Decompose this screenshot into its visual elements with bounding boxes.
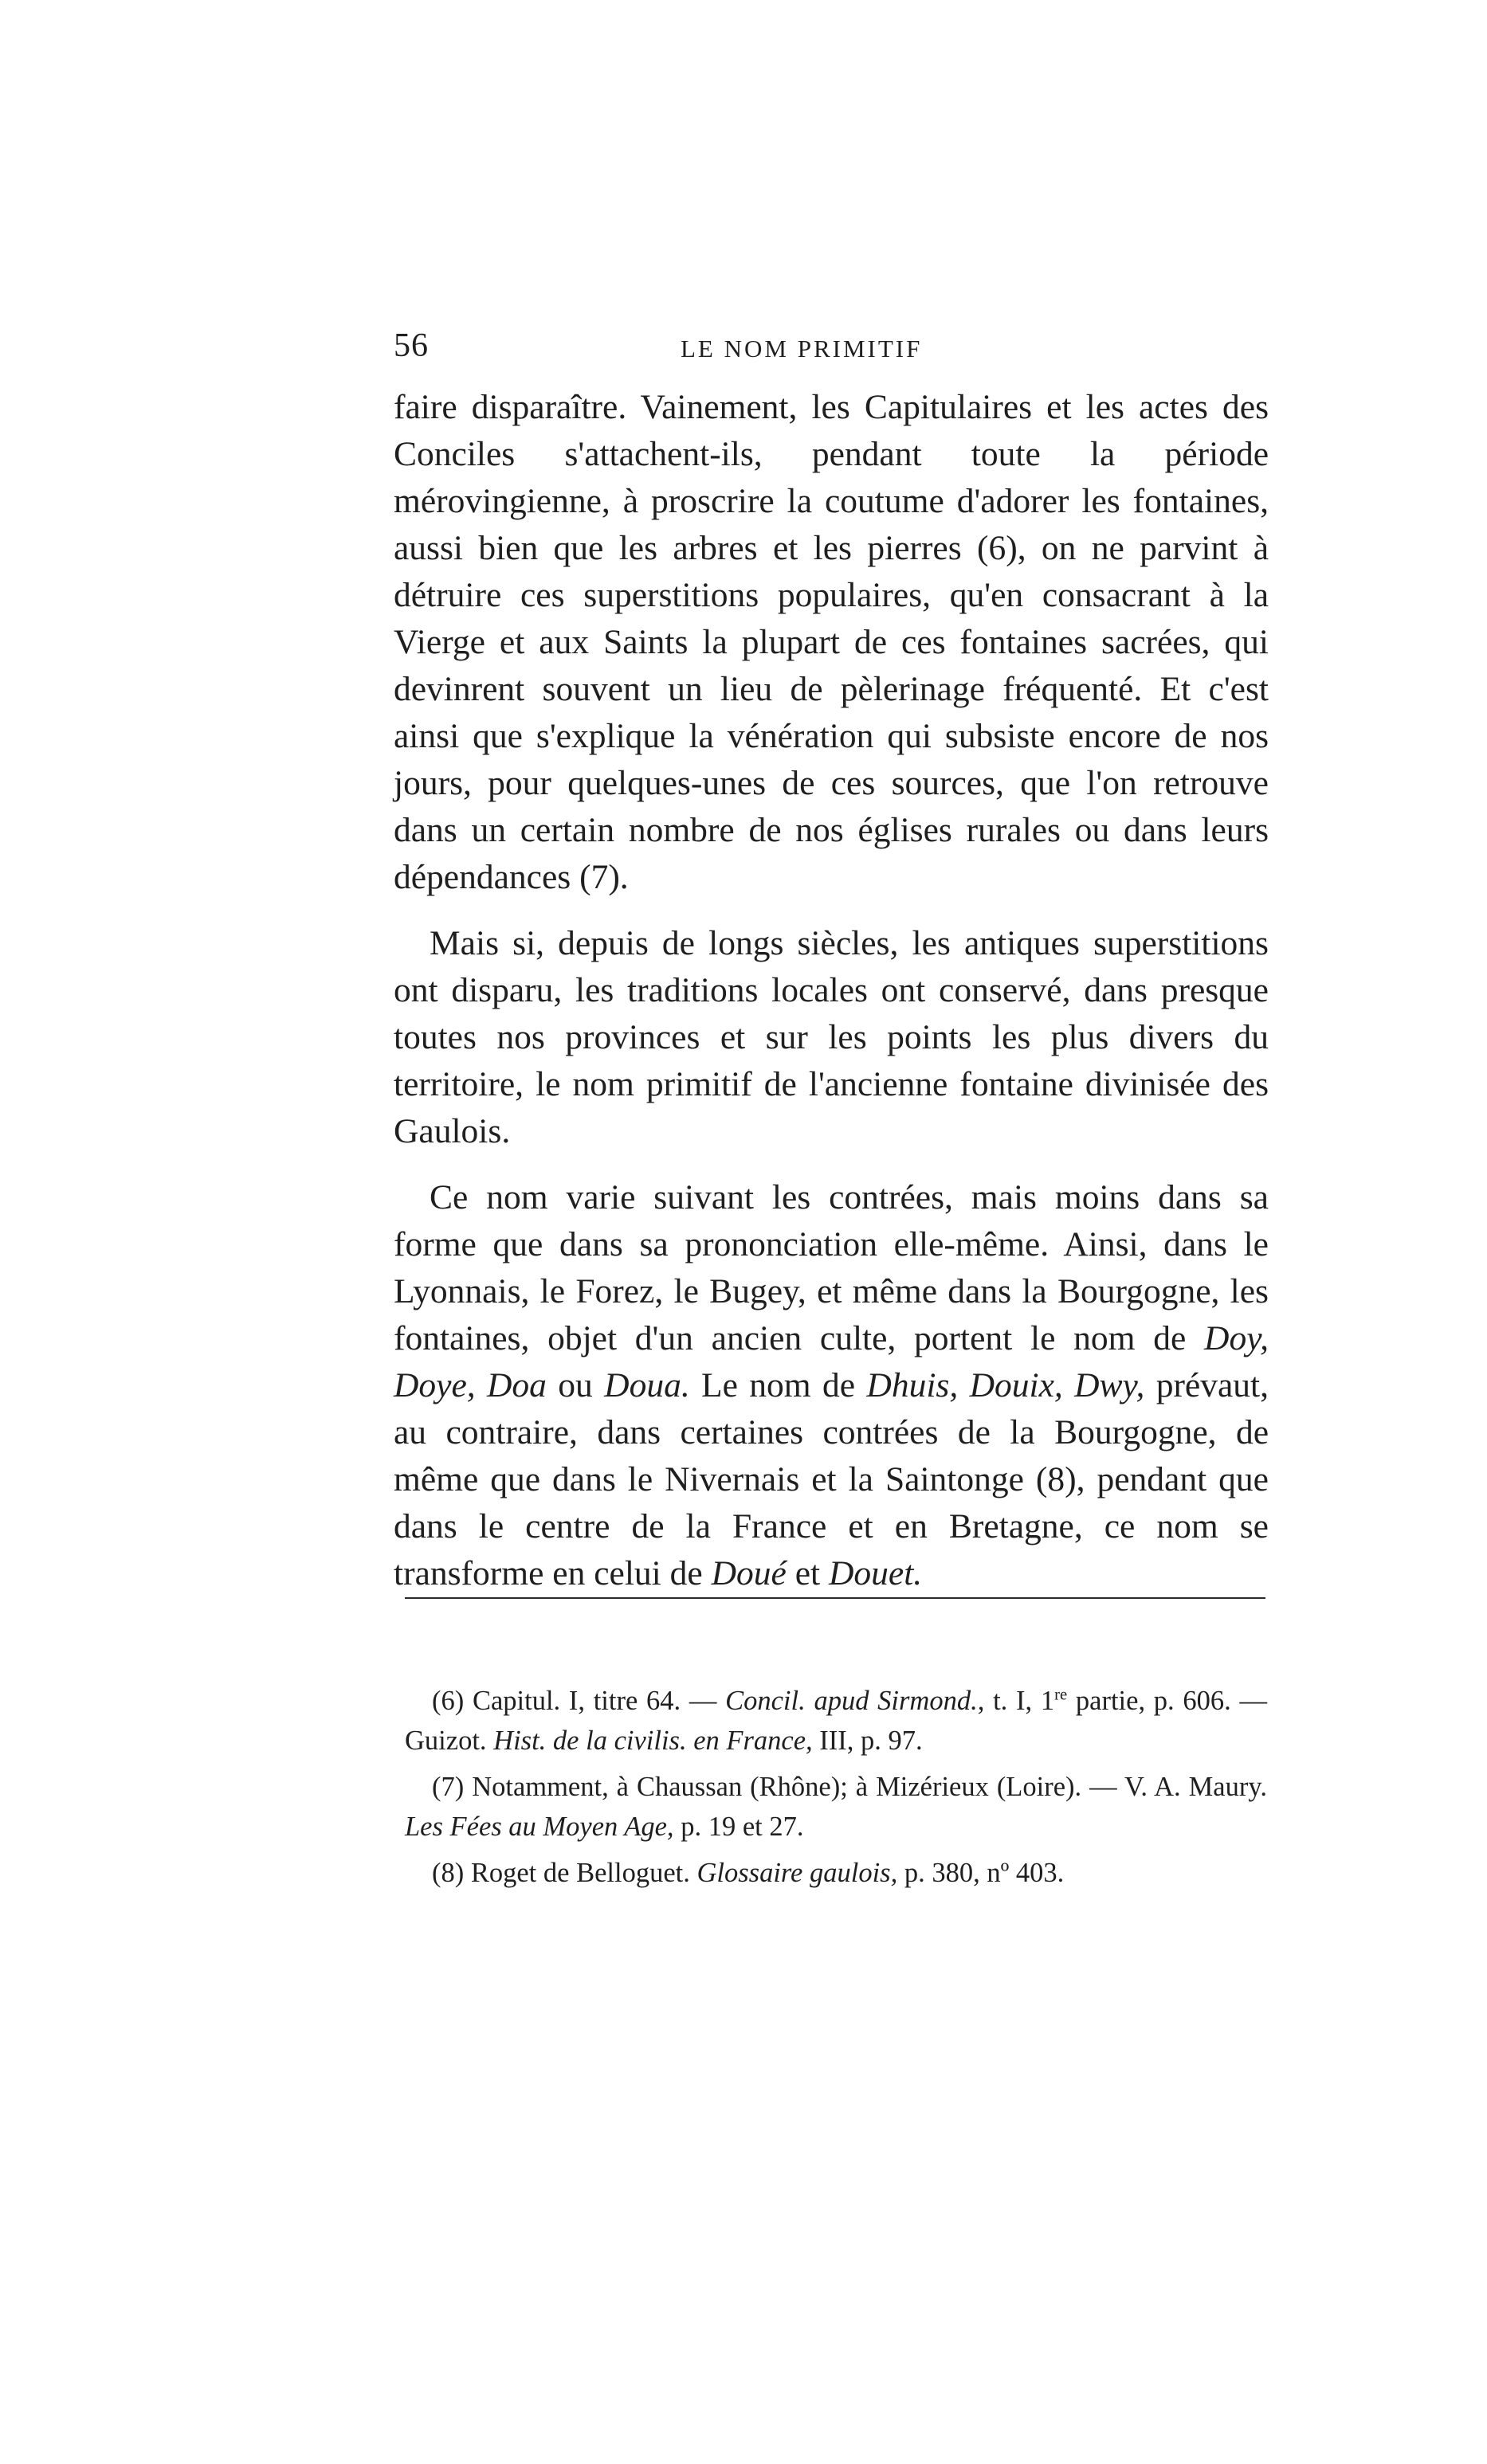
footnote-6-superscript: re bbox=[1054, 1686, 1068, 1704]
footnotes bbox=[405, 1681, 1267, 1893]
main-text bbox=[394, 384, 1269, 1597]
footnote-7-text-b: p. 19 et 27. bbox=[673, 1812, 804, 1842]
page-header bbox=[394, 327, 1270, 366]
running-title: LE NOM PRIMITIF bbox=[681, 335, 923, 362]
paragraph-3-italic-4: Doué bbox=[711, 1554, 787, 1592]
footnote-8-text-a: (8) Roget de Belloguet. bbox=[432, 1858, 697, 1888]
paragraph-3-italic-3: Dhuis, Douix, Dwy, bbox=[866, 1366, 1145, 1404]
footnote-6-text-a: (6) Capitul. I, titre 64. — bbox=[432, 1686, 726, 1716]
footnote-6-text-b: t. I, 1 bbox=[984, 1686, 1055, 1716]
footnote-7 bbox=[405, 1767, 1267, 1847]
footnote-6-italic-1: Concil. apud Sirmond., bbox=[725, 1686, 985, 1716]
paragraph-3-text-c: Le nom de bbox=[689, 1366, 867, 1404]
paragraph-2: Mais si, depuis de longs siècles, les antiques superstitions ont disparu, les traditions locales ont conservé, dans presque toutes nos provinces et sur les points les plus divers du territoire, le nom primitif de l'ancienne fontaine divinisée des Gaulois. bbox=[394, 924, 1269, 1150]
paragraph-3 bbox=[394, 1174, 1269, 1597]
paragraph-1-text: faire disparaître. Vainement, les Capitulaires et les actes des Conciles s'attachent-ils, pendant toute la période mérovingienne, à proscrire la coutume d'adorer les fontaines, aussi bien que les arbres et les pierres (6), on ne parvint à détruire ces superstitions populaires, qu'en consacrant à la Vierge et aux Saints la plupart de ces fontaines sacrées, qui devinrent souvent un lieu de pèlerinage fréquenté. Et c'est ainsi que s'explique la vénération qui subsiste encore de nos jours, pour quelques-unes de ces sources, que l'on retrouve dans un certain nombre de nos églises rurales ou dans leurs dépendances (7). bbox=[394, 388, 1269, 896]
paragraph-1 bbox=[394, 384, 1269, 901]
paragraph-3-italic-2: Doua. bbox=[604, 1366, 690, 1404]
footnote-8 bbox=[405, 1853, 1267, 1893]
paragraph-3-italic-1: Doy, Doye, Doa bbox=[394, 1319, 1269, 1404]
footnote-6 bbox=[405, 1681, 1267, 1761]
paragraph-3-text-b: ou bbox=[546, 1366, 605, 1404]
footnote-7-text-a: (7) Notamment, à Chaussan (Rhône); à Mizérieux (Loire). — V. A. Maury. bbox=[432, 1772, 1267, 1802]
footnote-8-italic-1: Glossaire gaulois, bbox=[696, 1858, 898, 1888]
paragraph-3-text-d: prévaut, au contraire, dans certaines contrées de la Bourgogne, de même que dans le Nivernais et la Saintonge (8), pendant que dans le centre de la France et en Bretagne, ce nom se transforme en celui de bbox=[394, 1366, 1269, 1592]
footnote-8-text-b: p. 380, nº 403. bbox=[897, 1858, 1065, 1888]
footnote-6-text-d: III, p. 97. bbox=[812, 1726, 923, 1756]
footnote-7-italic-1: Les Fées au Moyen Age, bbox=[405, 1812, 674, 1842]
footnote-6-text-c: partie, p. 606. — Guizot. bbox=[405, 1686, 1268, 1756]
paragraph-3-italic-5: Douet. bbox=[828, 1554, 923, 1592]
paragraph-3-text-a: Ce nom varie suivant les contrées, mais moins dans sa forme que dans sa prononciation elle-même. Ainsi, dans le Lyonnais, le Forez, le Bugey, et même dans la Bourgogne, les fontaines, objet d'un ancien culte, portent le nom de bbox=[394, 1178, 1269, 1357]
footnote-6-italic-2: Hist. de la civilis. en France, bbox=[493, 1726, 813, 1756]
page-number: 56 bbox=[394, 327, 429, 364]
footnote-rule bbox=[405, 1597, 1265, 1599]
paragraph-3-text-e: et bbox=[786, 1554, 829, 1592]
